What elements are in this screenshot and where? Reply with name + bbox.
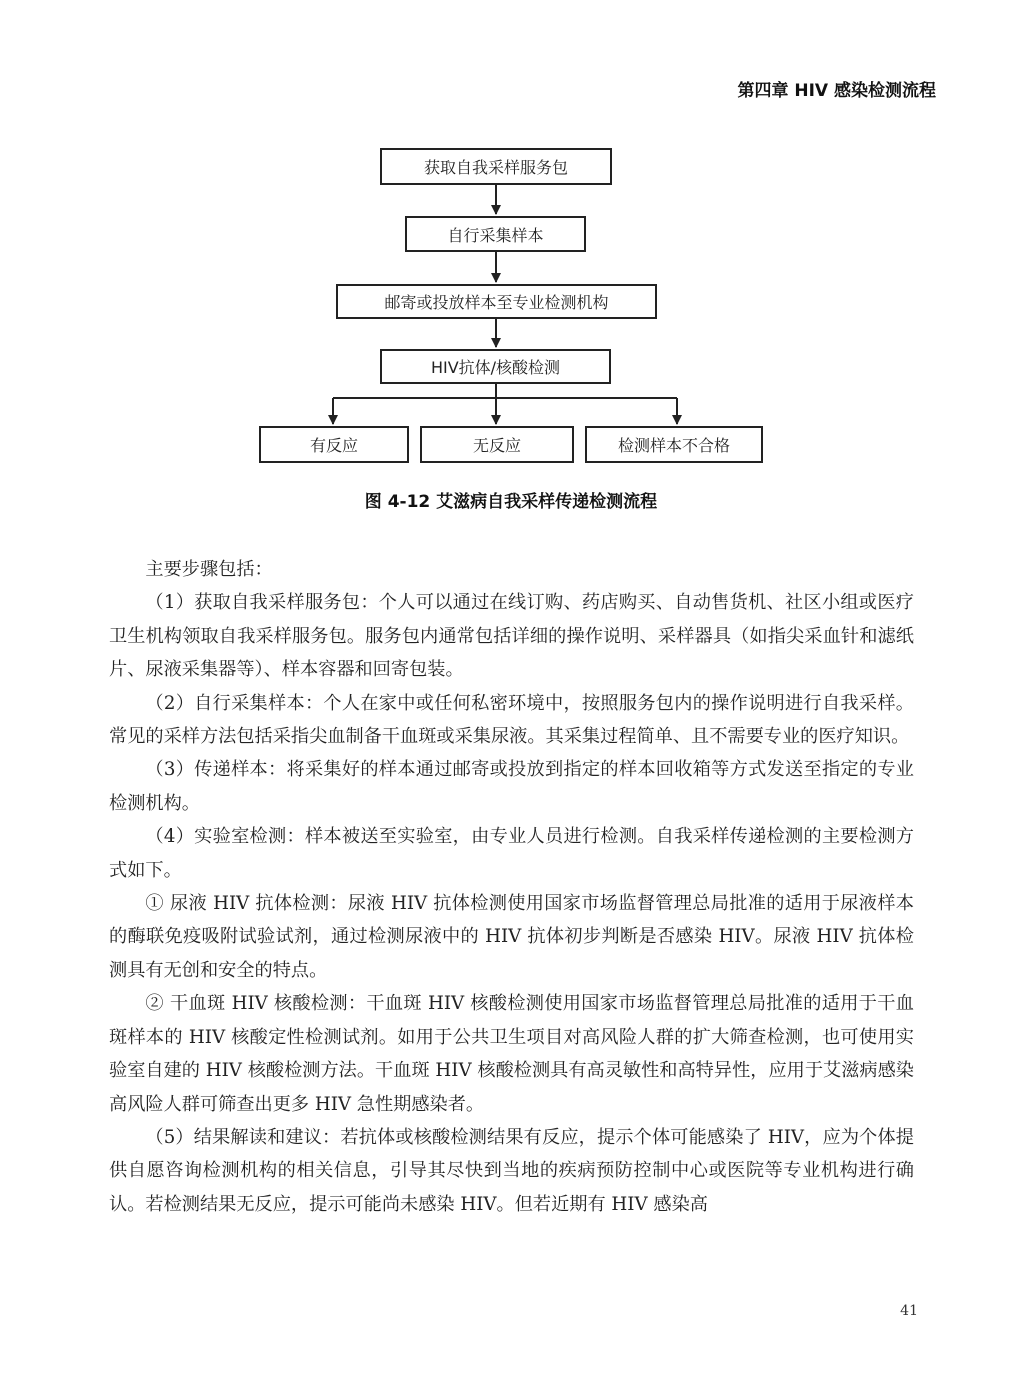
paragraph-step-5: （5）结果解读和建议：若抗体或核酸检测结果有反应，提示个体可能感染了 HIV，应为个体提供自愿咨询检测机构的相关信息，引导其尽快到当地的疾病预防控制中心或医院等专业机构进行确认。若检测结果无反应，提示可能尚未感染 HIV。但若近期有 HIV 感染高 — [109, 1126, 914, 1215]
paragraph-urine-antibody: ① 尿液 HIV 抗体检测：尿液 HIV 抗体检测使用国家市场监督管理总局批准的适用于尿液样本的酶联免疫吸附试验试剂，通过检测尿液中的 HIV 抗体初步判断是否感染 HIV。尿液 HIV 抗体检测具有无创和安全的特点。 — [109, 893, 914, 981]
flow-step-lab-test: HIV抗体/核酸检测 — [380, 349, 611, 384]
body-text — [109, 553, 914, 1221]
flow-step-self-collect: 自行采集样本 — [405, 216, 586, 252]
paragraph-step-1: （1）获取自我采样服务包：个人可以通过在线订购、药店购买、自动售货机、社区小组或医疗卫生机构领取自我采样服务包。服务包内通常包括详细的操作说明、采样器具（如指尖采血针和滤纸片、尿液采集器等）、样本容器和回寄包装。 — [109, 592, 914, 681]
figure-caption: 图 4-12 艾滋病自我采样传递检测流程 — [364, 492, 658, 512]
page-number: 41 — [900, 1303, 918, 1319]
flow-outcome-nonreactive: 无反应 — [420, 426, 574, 463]
paragraph-step-2: （2）自行采集样本：个人在家中或任何私密环境中，按照服务包内的操作说明进行自我采样。常见的采样方法包括采指尖血制备干血斑或采集尿液。其采集过程简单、且不需要专业的医疗知识。 — [109, 692, 914, 748]
running-head: 第四章 HIV 感染检测流程 — [737, 81, 936, 101]
flow-outcome-invalid-sample: 检测样本不合格 — [585, 426, 763, 463]
flow-step-send-sample: 邮寄或投放样本至专业检测机构 — [336, 284, 657, 319]
flow-outcome-reactive: 有反应 — [259, 426, 409, 463]
paragraph-intro: 主要步骤包括： — [145, 559, 273, 580]
paragraph-step-3: （3）传递样本：将采集好的样本通过邮寄或投放到指定的样本回收箱等方式发送至指定的专业检测机构。 — [109, 759, 914, 814]
paragraph-dbs-nucleic-acid: ② 干血斑 HIV 核酸检测：干血斑 HIV 核酸检测使用国家市场监督管理总局批准的适用于干血斑样本的 HIV 核酸定性检测试剂。如用于公共卫生项目对高风险人群的扩大筛查检测，也可使用实验室自建的 HIV 核酸检测方法。干血斑 HIV 核酸检测具有高灵敏性和高特异性，应用于艾滋病感染高风险人群可筛查出更多 HIV 急性期感染者。 — [109, 993, 914, 1115]
paragraph-step-4: （4）实验室检测：样本被送至实验室，由专业人员进行检测。自我采样传递检测的主要检测方式如下。 — [109, 826, 914, 881]
flow-step-get-kit: 获取自我采样服务包 — [380, 148, 612, 185]
